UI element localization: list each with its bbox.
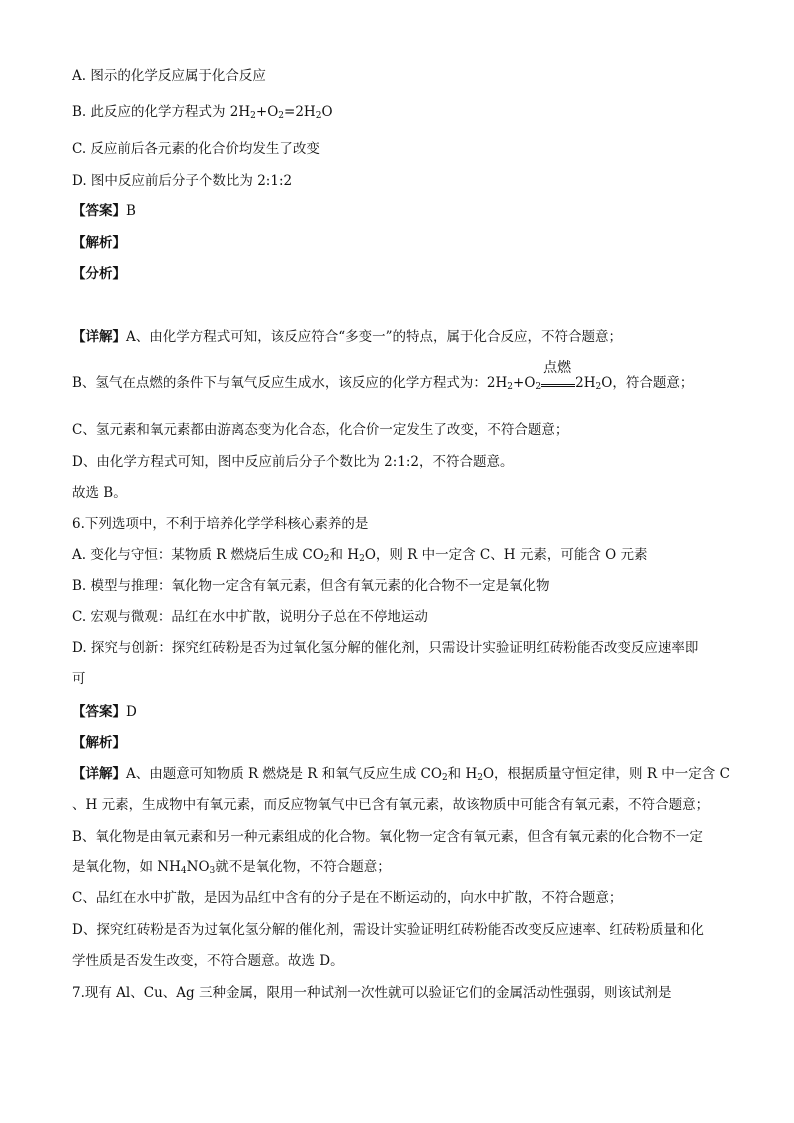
- q5-option-b: B. 此反应的化学方程式为 $2H_2+O_2=2H_2O$: [72, 104, 333, 121]
- reaction-condition-arrow: 点燃: [541, 373, 575, 393]
- q6-detail-d-line1: D、探究红砖粉是否为过氧化氢分解的催化剂，需设计实验证明红砖粉能否改变反应速率、红砖粉质量和化: [72, 922, 704, 938]
- q5-detail-a: 【详解】A、由化学方程式可知，该反应符合“多变一”的特点，属于化合反应，不符合题意；: [72, 329, 623, 345]
- q6-detail-a-line1: 【详解】A、由题意可知物质 R 燃烧是 R 和氧气反应生成 $CO_2$和 $H_2O$，根据质量守恒定律，则 R 中一定含 C: [72, 766, 730, 783]
- q6-detail-a-line2: 、H 元素，生成物中有氧元素，而反应物氧气中已含有氧元素，故该物质中可能含有氧元素，不符合题意；: [72, 797, 710, 813]
- q6-answer: 【答案】D: [72, 704, 137, 720]
- q5-option-c: C. 反应前后各元素的化合价均发生了改变: [72, 141, 320, 157]
- q6-option-d-line1: D. 探究与创新：探究红砖粉是否为过氧化氢分解的催化剂，只需设计实验证明红砖粉能否改变反应速率即: [72, 640, 699, 656]
- q5-option-a: A. 图示的化学反应属于化合反应: [72, 68, 266, 84]
- q5-detail-b: B、氢气在点燃的条件下与氧气反应生成水，该反应的化学方程式为：$2H_2+O_2$ 点燃 $2H_2O$，符合题意；: [72, 360, 694, 392]
- q6-stem: 6.下列选项中，不利于培养化学学科核心素养的是: [72, 516, 369, 532]
- q5-fenxi-heading: 【分析】: [72, 266, 126, 282]
- q6-detail-b-line1: B、氧化物是由氧元素和另一种元素组成的化合物。氧化物一定含有氧元素，但含有氧元素的化合物不一定: [72, 829, 703, 845]
- q5-answer: 【答案】B: [72, 203, 136, 219]
- q6-detail-c: C、品红在水中扩散，是因为品红中含有的分子是在不断运动的，向水中扩散，不符合题意；: [72, 890, 623, 906]
- q5-option-d: D. 图中反应前后分子个数比为 2:1:2: [72, 173, 293, 189]
- q6-detail-b-line2: 是氧化物，如 $NH_4NO_3$就不是氧化物，不符合题意；: [72, 859, 391, 876]
- q5-analysis-heading: 【解析】: [72, 235, 126, 251]
- q6-option-c: C. 宏观与微观：品红在水中扩散，说明分子总在不停地运动: [72, 609, 428, 625]
- q5-choose: 故选 B。: [72, 485, 127, 501]
- q5-detail-d: D、由化学方程式可知，图中反应前后分子个数比为 2:1:2，不符合题意。: [72, 454, 514, 470]
- q6-option-d-line2: 可: [72, 671, 86, 687]
- q5-detail-c: C、氢元素和氧元素都由游离态变为化合态，化合价一定发生了改变，不符合题意；: [72, 422, 569, 438]
- q6-option-b: B. 模型与推理：氧化物一定含有氧元素，但含有氧元素的化合物不一定是氧化物: [72, 578, 550, 594]
- q7-stem: 7.现有 Al、Cu、Ag 三种金属，限用一种试剂一次性就可以验证它们的金属活动性强弱，则该试剂是: [72, 985, 672, 1001]
- q6-analysis-heading: 【解析】: [72, 735, 126, 751]
- q6-option-a: A. 变化与守恒：某物质 R 燃烧后生成 $CO_2$和 $H_2O$，则 R 中一定含 C、H 元素，可能含 O 元素: [72, 547, 648, 564]
- q6-detail-d-line2: 学性质是否发生改变，不符合题意。故选 D。: [72, 953, 344, 969]
